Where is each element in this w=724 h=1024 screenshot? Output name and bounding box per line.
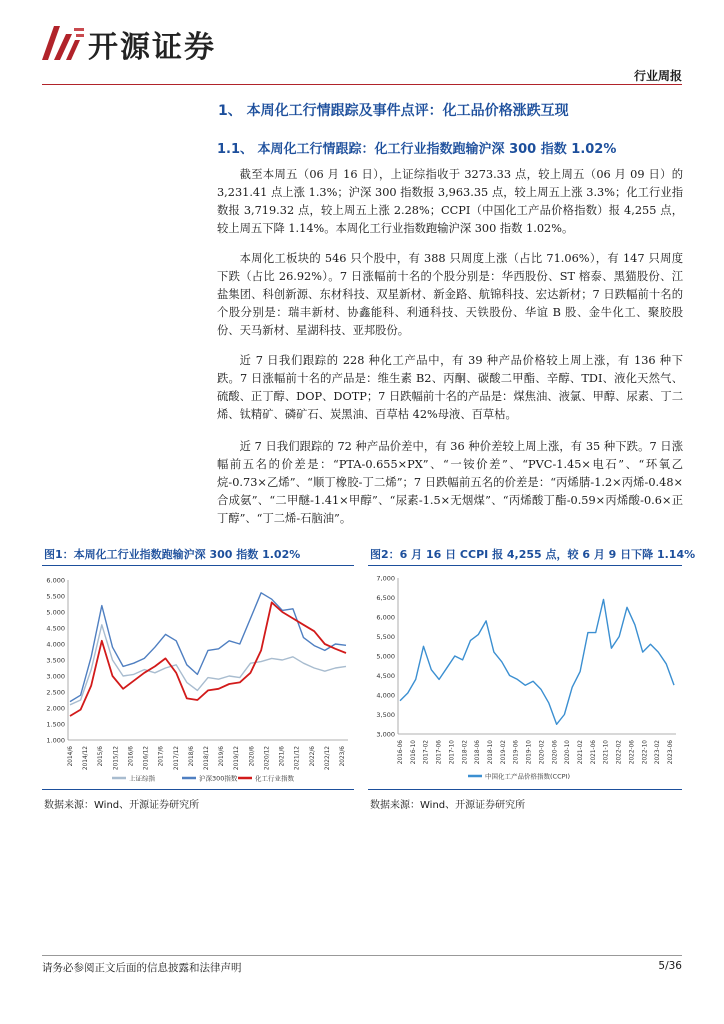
x-tick-label: 2020-10 [565,740,572,765]
x-tick-label: 2018-02 [462,740,469,765]
x-tick-label: 2021-06 [590,740,597,765]
x-tick-label: 2022-02 [616,740,623,765]
x-tick-label: 2023/6 [340,746,346,767]
footer-disclaimer: 请务必参阅正文后面的信息披露和法律声明 [42,962,242,974]
x-tick-label: 2017-10 [449,740,456,765]
legend-label-2: 化工行业指数 [255,774,294,783]
x-tick-label: 2021/12 [294,746,301,771]
paragraph-product-prices: 近 7 日我们跟踪的 228 种化工产品中，有 39 种产品价格较上周上涨，有 136 种下跌。7 日涨幅前十名的产品是：维生素 B2、丙酮、碳酸二甲酯、辛醇、TDI、液化天然气、硫酸、正丁醇、DOP、DOTP；7 日跌幅前十名的产品是：煤焦油、液氯、甲醇、尿素、丁二烯、钛精矿、磷矿石、炭黑油、百草枯 42%母液、百草枯。 [217,354,683,421]
x-tick-label: 2016/6 [128,746,135,767]
figure1-title: 图1：本周化工行业指数跑输沪深 300 指数 1.02% [44,548,301,561]
x-tick-label: 2016-06 [398,740,404,765]
figure2-top-rule [368,565,682,566]
x-tick-label: 2015/12 [113,746,120,771]
figure2-source: 数据来源：Wind、开源证券研究所 [370,800,526,811]
x-tick-label: 2022-10 [642,740,649,765]
x-tick-label: 2019/12 [234,746,241,771]
y-tick-label: 3.000 [46,672,65,681]
company-name: 开源证券 [88,30,216,65]
x-tick-label: 2022/6 [309,746,316,767]
legend-label-0: 中国化工产品价格指数(CCPI) [485,772,570,781]
x-tick-label: 2018-10 [488,740,494,765]
subsection-heading: 1.1、 本周化工行情跟踪：化工行业指数跑输沪深 300 指数 1.02% [217,142,617,157]
series-line-2 [70,602,346,716]
y-tick-label: 1.500 [46,720,65,729]
y-tick-label: 5,000 [376,652,395,661]
y-tick-label: 2.500 [46,688,65,697]
x-tick-label: 2016/12 [143,746,150,771]
y-tick-label: 4,000 [376,691,395,700]
x-tick-label: 2023-02 [655,740,662,765]
x-tick-label: 2022-06 [629,740,636,765]
y-tick-label: 3,500 [376,711,395,719]
report-type-label: 行业周报 [633,69,682,83]
series-line-0 [70,625,346,705]
paragraph-market-summary: 截至本周五（06 月 16 日），上证综指收于 3273.33 点，较上周五（06 月 09 日）的 3,231.41 点上涨 1.3%；沪深 300 指数报 3,963.35 点，较上周五上涨 3.3%；化工行业指数报 3,719.32 点，较上周五上涨 2.28%；CCPI（中国化工产品价格指数）报 4,255 点，较上周五下降 1.14%。本周化工行业指数跑输沪深 300 指数 1.02%。 [217,168,683,235]
series-line-0 [400,599,674,724]
x-tick-label: 2022/12 [324,746,331,771]
y-tick-label: 4,500 [376,672,395,680]
paragraph-stock-movers: 本周化工板块的 546 只个股中，有 388 只周度上涨（占比 71.06%），有 147 只周度下跌（占比 26.92%）。7 日涨幅前十名的个股分别是：华西股份、ST 榕泰、黑猫股份、江盐集团、科创新源、东材科技、双星新材、新金路、航锦科技、宏达新材；7 日跌幅前十名的个股分别是：瑞丰新材、协鑫能科、利通科技、天铁股份、华谊 B 股、金牛化工、聚胶股份、天马新材、星湖科技、亚邦股份。 [217,252,683,337]
page-number: 5/36 [658,960,682,972]
x-tick-label: 2014/6 [68,746,74,767]
x-tick-label: 2023-06 [668,740,674,765]
x-tick-label: 2017/12 [173,746,180,771]
x-tick-label: 2017-02 [423,740,430,765]
x-tick-label: 2019-10 [526,740,533,765]
x-tick-label: 2020/6 [249,746,256,767]
x-tick-label: 2021-10 [603,740,610,765]
series-line-1 [70,593,346,702]
header-divider [42,84,682,85]
x-tick-label: 2014/12 [83,746,90,771]
paragraph-price-spreads: 近 7 日我们跟踪的 72 种产品价差中，有 36 种价差较上周上涨，有 35 种下跌。7 日涨幅前五名的价差是：“PTA-0.655×PX”、“一铵价差”、“PVC-1.45×电石”、“环氧乙烷-0.73×乙烯”、“顺丁橡胶-丁二烯”；7 日跌幅前五名的价差是：“丙烯腈-1.2×丙烯-0.48×合成氨”、“二甲醚-1.41×甲醇”、“尿素-1.5×无烟煤”、“丙烯酸丁酯-0.59×丙烯酸-0.6×正丁醇”、“丁二烯-石脑油”。 [217,440,683,525]
y-tick-label: 6.000 [46,576,65,585]
y-tick-label: 3,000 [376,730,395,739]
figure1-bottom-rule [42,789,354,790]
figure2-title: 图2：6 月 16 日 CCPI 报 4,255 点，较 6 月 9 日下降 1.14% [370,548,696,561]
x-tick-label: 2021/6 [279,746,286,767]
y-tick-label: 6,000 [376,613,395,622]
x-tick-label: 2018/12 [204,746,210,771]
y-tick-label: 4.000 [46,640,65,649]
y-tick-label: 1.000 [46,736,65,745]
x-tick-label: 2020-02 [539,740,546,765]
x-tick-label: 2017/6 [158,746,165,767]
x-tick-label: 2020-06 [552,740,559,765]
x-tick-label: 2021-02 [578,740,584,765]
x-tick-label: 2020/12 [264,746,271,771]
x-tick-label: 2017-06 [436,740,443,765]
y-tick-label: 4.500 [46,624,65,633]
y-tick-label: 7,000 [376,574,395,583]
x-tick-label: 2019-02 [500,740,507,765]
x-tick-label: 2016-10 [410,740,417,765]
y-tick-label: 3.500 [46,656,65,665]
y-tick-label: 5.500 [46,592,65,601]
y-tick-label: 5,500 [376,633,395,641]
y-tick-label: 2.000 [46,704,65,713]
legend-label-1: 沪深300指数 [199,774,238,783]
figure1-chart [42,570,354,786]
x-tick-label: 2018-06 [475,740,482,765]
x-tick-label: 2019-06 [513,740,520,765]
figure1-top-rule [42,565,354,566]
y-tick-label: 5.000 [46,608,65,617]
figure1-source: 数据来源：Wind、开源证券研究所 [44,800,200,811]
figure2-chart [368,570,682,786]
x-tick-label: 2018/6 [188,746,195,767]
y-tick-label: 6,500 [376,594,395,602]
footer-divider [42,955,682,956]
legend-label-0: 上证综指 [129,774,155,783]
figure2-bottom-rule [368,789,682,790]
section-heading: 1、 本周化工行情跟踪及事件点评：化工品价格涨跌互现 [218,103,569,119]
x-tick-label: 2015/6 [98,746,105,767]
x-tick-label: 2019/6 [219,746,226,767]
